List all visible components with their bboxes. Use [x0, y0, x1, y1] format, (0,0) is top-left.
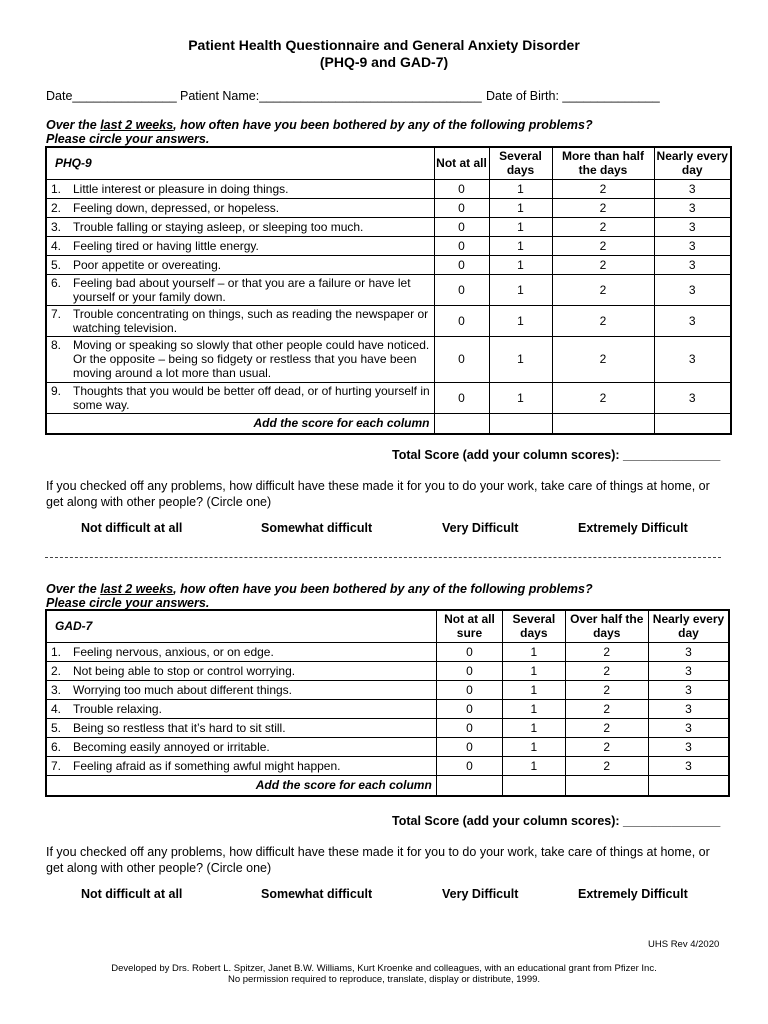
item-text: Feeling afraid as if something awful might happen. [73, 758, 341, 773]
score-option[interactable]: 2 [552, 179, 654, 198]
score-option[interactable]: 3 [654, 198, 731, 217]
score-option[interactable]: 0 [434, 382, 489, 413]
phq9-difficulty-question: If you checked off any problems, how difficult have these made it for you to do your work, take care of things at home, or get along with other people? (Circle one) [46, 479, 710, 509]
phq9-option-not-difficult[interactable]: Not difficult at all [81, 521, 183, 535]
gad7-question-underline: last 2 weeks [100, 582, 174, 596]
gad7-question-pre: Over the [46, 582, 101, 596]
item-text: Feeling bad about yourself – or that you are a failure or have let yourself or your family down. [73, 275, 411, 304]
score-option[interactable]: 3 [649, 661, 730, 680]
phq9-label: PHQ-9 [46, 147, 434, 179]
item-number: 1. [51, 181, 62, 196]
score-option[interactable]: 0 [436, 737, 502, 756]
phq9-option-very-difficult[interactable]: Very Difficult [442, 521, 519, 535]
gad7-item [46, 642, 436, 661]
table-row [46, 336, 731, 382]
gad7-table [45, 609, 730, 797]
item-text: Becoming easily annoyed or irritable. [73, 739, 270, 754]
score-option[interactable]: 1 [489, 198, 552, 217]
gad7-sum-cell[interactable] [649, 775, 730, 796]
phq9-question-post: , how often have you been bothered by any of the following problems? [173, 118, 593, 132]
item-number: 7. [51, 306, 62, 321]
score-option[interactable]: 0 [434, 274, 489, 305]
gad7-col-header: Several days [503, 610, 565, 642]
page-subtitle: (PHQ-9 and GAD-7) [319, 54, 449, 70]
score-option[interactable]: 3 [654, 255, 731, 274]
score-option[interactable]: 2 [552, 305, 654, 336]
phq9-total-score[interactable]: Total Score (add your column scores): ______________ [392, 448, 721, 462]
item-text: Thoughts that you would be better off dead, or of hurting yourself in some way. [73, 383, 430, 412]
page-title: Patient Health Questionnaire and General Anxiety Disorder [188, 37, 580, 53]
score-option[interactable]: 1 [489, 274, 552, 305]
item-text: Trouble falling or staying asleep, or sleeping too much. [73, 219, 364, 234]
table-row [46, 756, 729, 775]
score-option[interactable]: 0 [434, 179, 489, 198]
score-option[interactable]: 1 [489, 255, 552, 274]
item-number: 5. [51, 720, 62, 735]
gad7-sum-cell[interactable] [565, 775, 648, 796]
score-option[interactable]: 2 [552, 236, 654, 255]
phq9-item [46, 274, 434, 305]
item-number: 5. [51, 257, 62, 272]
table-row [46, 680, 729, 699]
item-text: Trouble relaxing. [73, 701, 162, 716]
score-option[interactable]: 2 [565, 737, 648, 756]
score-option[interactable]: 1 [503, 661, 565, 680]
gad7-item [46, 699, 436, 718]
table-row [46, 305, 731, 336]
gad7-sum-cell[interactable] [436, 775, 502, 796]
score-option[interactable]: 1 [489, 336, 552, 382]
score-option[interactable]: 0 [434, 336, 489, 382]
item-number: 3. [51, 219, 62, 234]
footer-permission: No permission required to reproduce, translate, display or distribute, 1999. [227, 974, 541, 985]
table-row [46, 255, 731, 274]
score-option[interactable]: 3 [654, 274, 731, 305]
table-row [46, 718, 729, 737]
table-row [46, 737, 729, 756]
score-option[interactable]: 1 [489, 179, 552, 198]
score-option[interactable]: 1 [489, 236, 552, 255]
score-option[interactable]: 3 [654, 305, 731, 336]
item-number: 7. [51, 758, 62, 773]
score-option[interactable]: 3 [654, 179, 731, 198]
score-option[interactable]: 1 [503, 699, 565, 718]
gad7-item [46, 737, 436, 756]
item-number: 8. [51, 338, 62, 352]
score-option[interactable]: 1 [503, 680, 565, 699]
phq9-item [46, 382, 434, 413]
table-row [46, 382, 731, 413]
table-row [46, 198, 731, 217]
gad7-instruction: Please circle your answers. [46, 596, 210, 610]
phq9-sum-cell[interactable] [654, 413, 731, 434]
gad7-item [46, 718, 436, 737]
score-option[interactable]: 3 [654, 336, 731, 382]
score-option[interactable]: 3 [649, 680, 730, 699]
score-option[interactable]: 0 [434, 217, 489, 236]
gad7-sum-cell[interactable] [503, 775, 565, 796]
table-row [46, 661, 729, 680]
gad7-label: GAD-7 [46, 610, 436, 642]
score-option[interactable]: 3 [654, 217, 731, 236]
score-option[interactable]: 1 [503, 756, 565, 775]
score-option[interactable]: 2 [552, 217, 654, 236]
score-option[interactable]: 2 [552, 198, 654, 217]
item-text: Feeling down, depressed, or hopeless. [73, 200, 280, 215]
score-option[interactable]: 0 [434, 198, 489, 217]
score-option[interactable]: 0 [436, 661, 502, 680]
score-option[interactable]: 2 [552, 382, 654, 413]
phq9-question [46, 118, 593, 132]
table-row [46, 642, 729, 661]
phq9-sum-label: Add the score for each column [46, 413, 434, 434]
score-option[interactable]: 1 [489, 382, 552, 413]
phq9-table [45, 146, 732, 435]
gad7-question-post: , how often have you been bothered by any of the following problems? [173, 582, 593, 596]
score-option[interactable]: 2 [565, 699, 648, 718]
score-option[interactable]: 2 [552, 255, 654, 274]
score-option[interactable]: 3 [649, 718, 730, 737]
score-option[interactable]: 2 [565, 661, 648, 680]
gad7-total-score[interactable]: Total Score (add your column scores): ______________ [392, 814, 721, 828]
item-text: Being so restless that it’s hard to sit still. [73, 720, 286, 735]
phq9-sum-cell[interactable] [552, 413, 654, 434]
score-option[interactable]: 3 [654, 236, 731, 255]
score-option[interactable]: 3 [649, 699, 730, 718]
item-number: 2. [51, 663, 62, 678]
item-number: 1. [51, 644, 62, 659]
item-number: 2. [51, 200, 62, 215]
score-option[interactable]: 2 [565, 718, 648, 737]
score-option[interactable]: 2 [552, 336, 654, 382]
patient-name-field[interactable]: Patient Name:________________________________ [180, 89, 482, 103]
score-option[interactable]: 0 [436, 718, 502, 737]
item-number: 4. [51, 701, 62, 716]
phq9-item [46, 255, 434, 274]
date-field[interactable]: Date_______________ [46, 89, 177, 103]
revision-label: UHS Rev 4/2020 [648, 939, 720, 950]
score-option[interactable]: 3 [654, 382, 731, 413]
score-option[interactable]: 3 [649, 737, 730, 756]
phq9-question-underline: last 2 weeks [100, 118, 174, 132]
phq9-option-extremely-difficult[interactable]: Extremely Difficult [578, 521, 688, 535]
gad7-option-not-difficult[interactable]: Not difficult at all [81, 887, 183, 901]
item-text: Not being able to stop or control worrying. [73, 663, 296, 678]
item-number: 6. [51, 275, 62, 290]
item-text: Feeling nervous, anxious, or on edge. [73, 644, 274, 659]
phq9-option-somewhat-difficult[interactable]: Somewhat difficult [261, 521, 373, 535]
footer-credit: Developed by Drs. Robert L. Spitzer, Janet B.W. Williams, Kurt Kroenke and colleagues, with an educational grant from Pfizer Inc. [111, 963, 657, 974]
score-option[interactable]: 1 [503, 718, 565, 737]
gad7-option-very-difficult[interactable]: Very Difficult [442, 887, 519, 901]
score-option[interactable]: 0 [436, 756, 502, 775]
item-text: Poor appetite or overeating. [73, 257, 222, 272]
phq9-question-pre: Over the [46, 118, 101, 132]
phq9-item [46, 198, 434, 217]
gad7-option-extremely-difficult[interactable]: Extremely Difficult [578, 887, 688, 901]
table-row [46, 236, 731, 255]
score-option[interactable]: 2 [552, 274, 654, 305]
score-option[interactable]: 1 [489, 305, 552, 336]
score-option[interactable]: 0 [434, 255, 489, 274]
score-option[interactable]: 0 [434, 305, 489, 336]
gad7-question [46, 582, 593, 596]
score-option[interactable]: 2 [565, 680, 648, 699]
section-divider [45, 557, 721, 558]
table-row [46, 274, 731, 305]
gad7-option-somewhat-difficult[interactable]: Somewhat difficult [261, 887, 373, 901]
gad7-item [46, 756, 436, 775]
score-option[interactable]: 0 [434, 236, 489, 255]
gad7-col-header: Over half the days [565, 610, 648, 642]
table-row [46, 217, 731, 236]
score-option[interactable]: 1 [503, 642, 565, 661]
phq9-col-header: Nearly every day [654, 147, 731, 179]
item-number: 4. [51, 238, 62, 253]
gad7-col-header: Not at all sure [436, 610, 502, 642]
score-option[interactable]: 0 [436, 680, 502, 699]
score-option[interactable]: 2 [565, 756, 648, 775]
phq9-sum-cell[interactable] [489, 413, 552, 434]
phq9-item [46, 305, 434, 336]
gad7-col-header: Nearly every day [649, 610, 730, 642]
item-text: Worrying too much about different things. [73, 682, 293, 697]
score-option[interactable]: 3 [649, 756, 730, 775]
table-row [46, 699, 729, 718]
score-option[interactable]: 1 [503, 737, 565, 756]
score-option[interactable]: 0 [436, 699, 502, 718]
item-text: Feeling tired or having little energy. [73, 238, 259, 253]
phq9-col-header: Not at all [434, 147, 489, 179]
item-number: 3. [51, 682, 62, 697]
item-number: 9. [51, 383, 62, 398]
phq9-item [46, 336, 434, 382]
table-row [46, 179, 731, 198]
item-text: Trouble concentrating on things, such as reading the newspaper or watching television. [73, 306, 429, 335]
phq9-sum-cell[interactable] [434, 413, 489, 434]
phq9-instruction: Please circle your answers. [46, 132, 210, 146]
gad7-item [46, 661, 436, 680]
gad7-sum-label: Add the score for each column [46, 775, 436, 796]
dob-field[interactable]: Date of Birth: ______________ [486, 89, 660, 103]
score-option[interactable]: 3 [649, 642, 730, 661]
gad7-difficulty-question: If you checked off any problems, how difficult have these made it for you to do your work, take care of things at home, or get along with other people? (Circle one) [46, 845, 710, 875]
phq9-item [46, 179, 434, 198]
phq9-col-header: More than half the days [552, 147, 654, 179]
gad7-item [46, 680, 436, 699]
phq9-item [46, 217, 434, 236]
item-number: 6. [51, 739, 62, 754]
score-option[interactable]: 1 [489, 217, 552, 236]
item-text: Little interest or pleasure in doing things. [73, 181, 289, 196]
phq9-item [46, 236, 434, 255]
item-text: Moving or speaking so slowly that other people could have noticed. Or the opposite – being so fidgety or restless that you have been moving around a lot more than usual. [73, 338, 430, 380]
score-option[interactable]: 2 [565, 642, 648, 661]
score-option[interactable]: 0 [436, 642, 502, 661]
phq9-col-header: Several days [489, 147, 552, 179]
